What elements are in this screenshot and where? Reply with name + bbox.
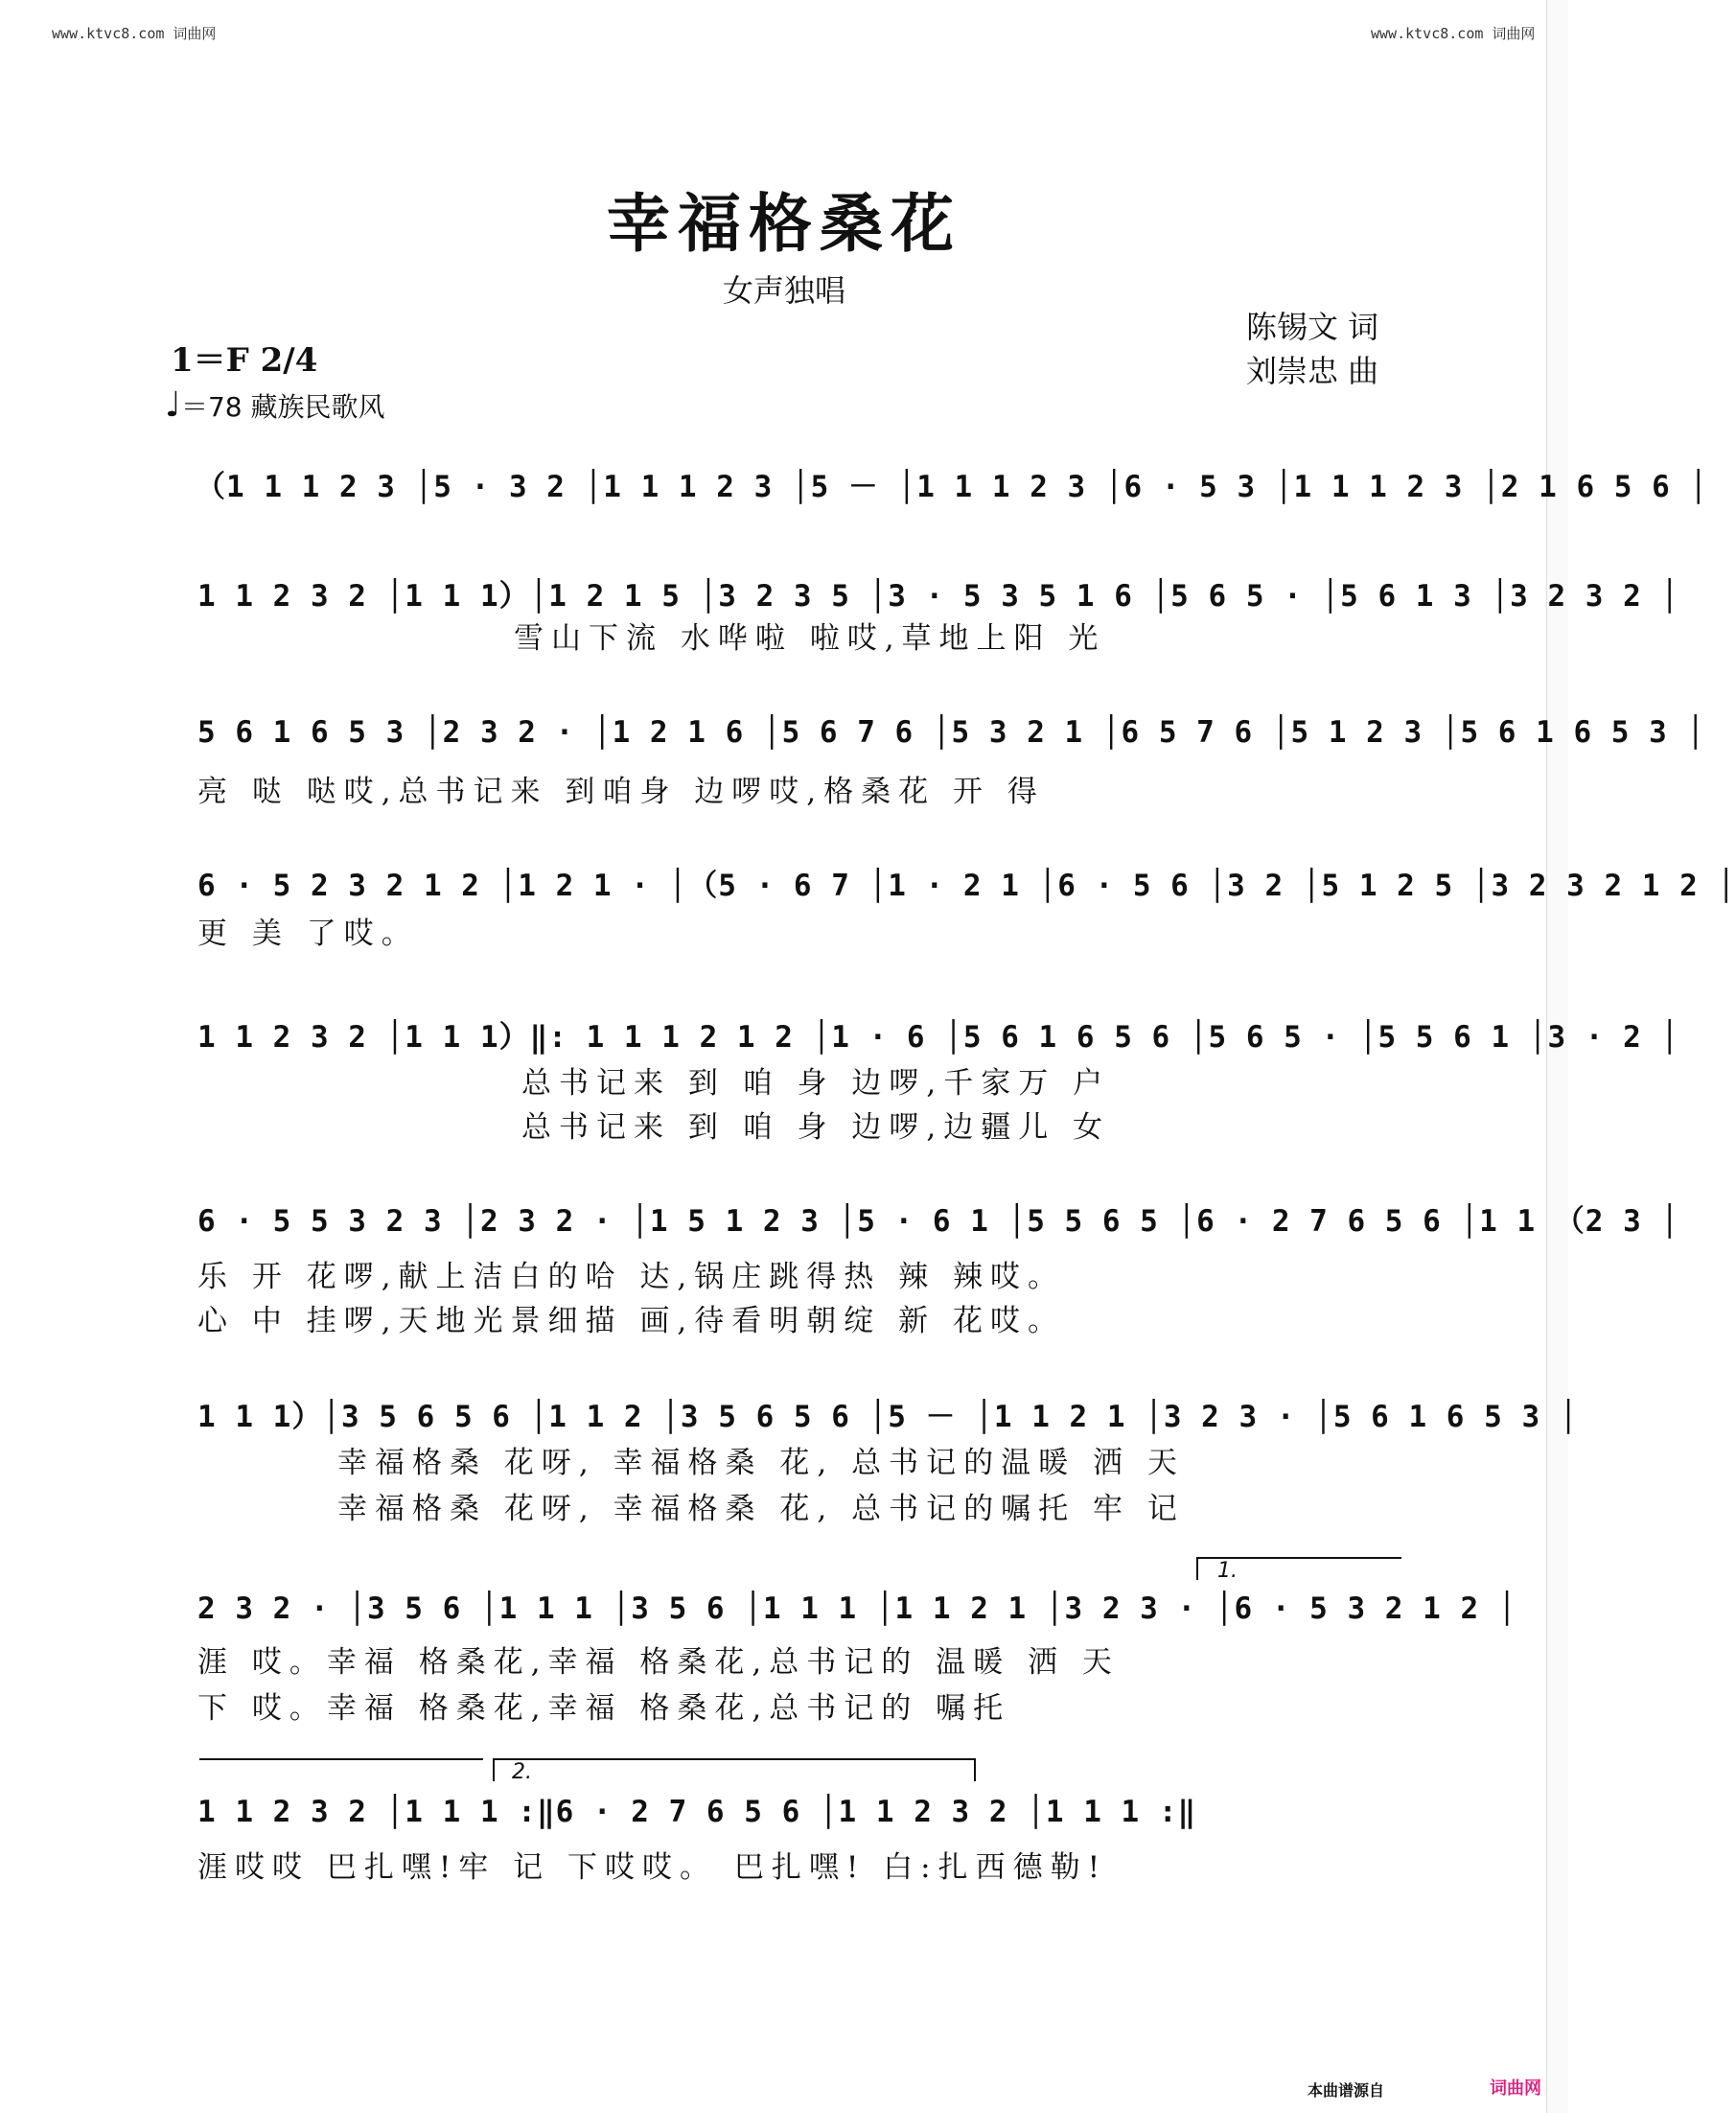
header-watermark-left: www.ktvc8.com 词曲网	[52, 25, 217, 42]
volta-bracket-2-end	[974, 1758, 976, 1781]
song-title: 幸福格桑花	[607, 186, 961, 261]
tempo-marking	[165, 385, 385, 425]
quarter-note-icon: ♩	[165, 385, 181, 425]
notation-system-8: 2 3 2 · │3 5 6 │1 1 1 │3 5 6 │1 1 1 │1 1 2 1 │3 2 3 · │6 · 5 3 2 1 2 │	[197, 1591, 1517, 1626]
lyrics-system-6-verse-2: 心 中 挂啰,天地光景细描 画,待看明朝绽 新 花哎。	[197, 1304, 1065, 1338]
lyrics-system-4: 更 美 了哎。	[197, 917, 419, 951]
notation-system-7: 1 1 1）│3 5 6 5 6 │1 1 2 │3 5 6 5 6 │5 － │1 1 2 1 │3 2 3 · │5 6 1 6 5 3 │	[197, 1400, 1579, 1434]
notation-system-3: 5 6 1 6 5 3 │2 3 2 · │1 2 1 6 │5 6 7 6 │5 3 2 1 │6 5 7 6 │5 1 2 3 │5 6 1 6 5 3 │	[197, 715, 1706, 750]
lyrics-system-7-verse-2: 幸福格桑 花呀, 幸福格桑 花, 总书记的嘱托 牢 记	[337, 1492, 1185, 1526]
notation-system-1: （1 1 1 2 3 │5 · 3 2 │1 1 1 2 3 │5 － │1 1 1 2 3 │6 · 5 3 │1 1 1 2 3 │2 1 6 5 6 │	[196, 470, 1709, 504]
lyrics-system-5-verse-1: 总书记来 到 咱 身 边啰,千家万 户	[521, 1066, 1111, 1101]
lyrics-system-9: 涯哎哎 巴扎嘿!牢 记 下哎哎。 巴扎嘿! 白:扎西德勒!	[197, 1850, 1108, 1885]
lyrics-system-6-verse-1: 乐 开 花啰,献上洁白的哈 达,锅庄跳得热 辣 辣哎。	[197, 1260, 1065, 1294]
volta-1-label: 1.	[1217, 1559, 1238, 1583]
volta-bracket-1-tick	[1196, 1557, 1198, 1580]
volta-bracket-2	[493, 1758, 976, 1760]
lyrics-system-2: 雪山下流 水哗啦 啦哎,草地上阳 光	[514, 621, 1106, 656]
notation-system-5: 1 1 2 3 2 │1 1 1）‖: 1 1 1 2 1 2 │1 · 6 │5 6 1 6 5 6 │5 6 5 · │5 5 6 1 │3 · 2 │	[197, 1020, 1680, 1055]
key-and-meter	[171, 334, 317, 381]
volta-1-continuation	[199, 1758, 483, 1760]
time-signature: 2/4	[260, 341, 318, 380]
footer-source-label: 本曲谱源自	[1308, 2081, 1385, 2100]
margin-strip	[1546, 0, 1568, 2113]
lyrics-system-3: 亮 哒 哒哎,总书记来 到咱身 边啰哎,格桑花 开 得	[197, 775, 1045, 809]
footer-brand-link[interactable]: 词曲网	[1490, 2078, 1541, 2099]
lyrics-system-8-verse-1: 涯 哎。幸福 格桑花,幸福 格桑花,总书记的 温暖 洒 天	[197, 1645, 1120, 1680]
composer-credit: 刘崇忠 曲	[1246, 353, 1379, 389]
header-watermark-right: www.ktvc8.com 词曲网	[1371, 25, 1536, 42]
notation-system-6: 6 · 5 5 3 2 3 │2 3 2 · │1 5 1 2 3 │5 · 6 1 │5 5 6 5 │6 · 2 7 6 5 6 │1 1 （2 3 │	[197, 1204, 1680, 1239]
tempo-value: ＝78	[180, 391, 243, 423]
lyrics-system-8-verse-2: 下 哎。幸福 格桑花,幸福 格桑花,总书记的 嘱托	[197, 1691, 1011, 1726]
lyrics-system-7-verse-1: 幸福格桑 花呀, 幸福格桑 花, 总书记的温暖 洒 天	[337, 1446, 1185, 1480]
notation-system-9: 1 1 2 3 2 │1 1 1 :‖6 · 2 7 6 5 6 │1 1 2 3 2 │1 1 1 :‖	[197, 1795, 1197, 1829]
song-subtitle: 女声独唱	[722, 272, 845, 309]
volta-2-label: 2.	[512, 1760, 532, 1784]
style-marking: 藏族民歌风	[250, 391, 385, 423]
volta-bracket-2-tick	[493, 1758, 495, 1781]
notation-system-4: 6 · 5 2 3 2 1 2 │1 2 1 · │（5 · 6 7 │1 · 2 1 │6 · 5 6 │3 2 │5 1 2 5 │3 2 3 2 1 2 │	[197, 869, 1736, 903]
notation-system-2: 1 1 2 3 2 │1 1 1）│1 2 1 5 │3 2 3 5 │3 · 5 3 5 1 6 │5 6 5 · │5 6 1 3 │3 2 3 2 │	[197, 579, 1680, 614]
lyrics-system-5-verse-2: 总书记来 到 咱 身 边啰,边疆儿 女	[521, 1110, 1111, 1145]
lyricist-credit: 陈锡文 词	[1246, 309, 1379, 345]
key-signature: 1＝F	[171, 341, 249, 380]
